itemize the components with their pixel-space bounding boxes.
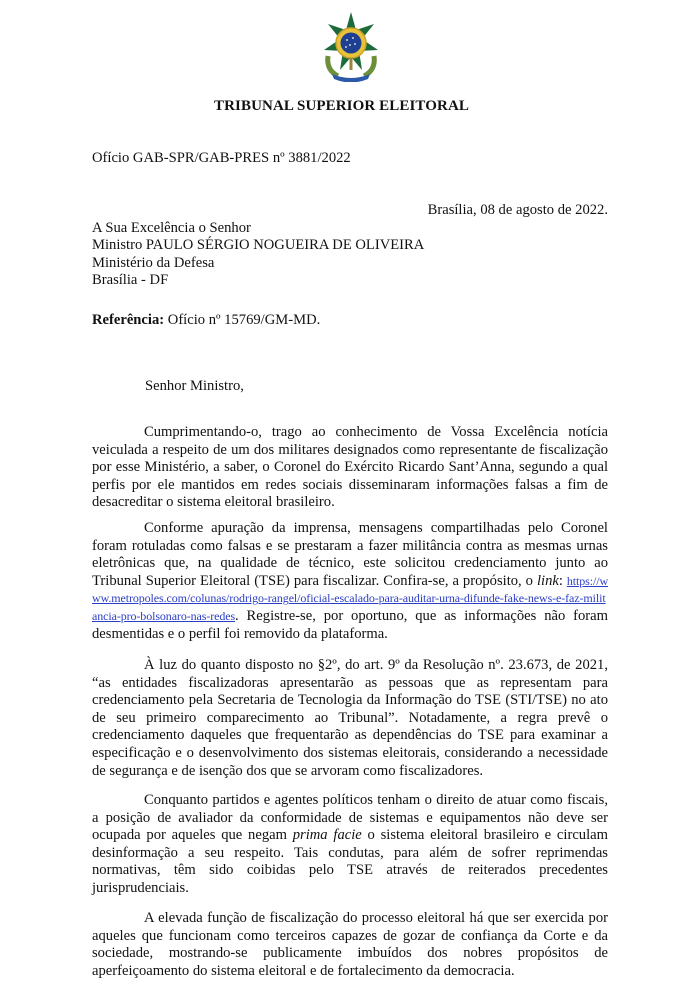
paragraph-4-text-end: o sistema eleitoral brasileiro e circulam desinformação a seu respeito. Tais condutas, para além de sofrer reprimendas normativas, têm sido coibidas pelo TSE através de reiterados precedentes jurisprudenciais. bbox=[92, 827, 608, 896]
news-article-link[interactable]: https://www.metropoles.com/colunas/rodrigo-rangel/oficial-escalado-para-auditar-urna-difunde-fake-news-e-faz-militancia-pro-bolsonaro-nas-redes bbox=[92, 573, 609, 623]
paragraph-4 bbox=[92, 792, 608, 898]
link-word: link bbox=[536, 572, 559, 589]
paragraph-3 bbox=[92, 657, 608, 780]
paragraph-2 bbox=[92, 520, 608, 643]
reference-line bbox=[92, 312, 608, 330]
latin-phrase: prima facie bbox=[292, 827, 362, 844]
paragraph-2-text: Conforme apuração da imprensa, mensagens compartilhadas pelo Coronel foram rotuladas como falsas e se prestaram a fazer militância contra as mesmas urnas eletrônicas que, na qualidade de técnico, este solicitou credenciamento junto ao Tribunal Superior Eleitoral (TSE) para fiscalizar. Confira-se, a propósito, o bbox=[92, 520, 608, 589]
addressee-line: Ministro PAULO SÉRGIO NOGUEIRA DE OLIVEIRA bbox=[92, 237, 425, 254]
addressee-line: Brasília - DF bbox=[92, 272, 169, 289]
addressee-line: A Sua Excelência o Senhor bbox=[92, 220, 251, 236]
court-title: TRIBUNAL SUPERIOR ELEITORAL bbox=[214, 98, 469, 114]
reference-label: Referência: bbox=[92, 312, 165, 328]
addressee-block bbox=[92, 220, 608, 290]
reference-value: Ofício nº 15769/GM-MD. bbox=[164, 312, 321, 328]
paragraph-3-text: À luz do quanto disposto no §2º, do art. 9º da Resolução nº. 23.673, de 2021, “as entidades fiscalizadoras apresentarão as pessoas que as representam para credenciamento pela Secretaria de Tecnologia da Informação do TSE (STI/TSE) no ato de seu primeiro comparecimento ao Tribunal”. Notadamente, a regra prevê o credenciamento daqueles que frequentarão as dependências do TSE para examinar a especificação e o desenvolvimento dos sistemas eleitorais, considerando a necessidade de segurança e de isenção dos que se arvoram como fiscalizadores. bbox=[92, 657, 608, 779]
paragraph-5 bbox=[92, 910, 608, 980]
paragraph-4-text: Conquanto partidos e agentes políticos tenham o direito de atuar como fiscais, a posição de avaliador da conformidade de sistemas e equipamentos não deve ser ocupada por aqueles que negam bbox=[92, 792, 608, 844]
letter-date: Brasília, 08 de agosto de 2022. bbox=[427, 202, 608, 218]
addressee-line: Ministério da Defesa bbox=[92, 254, 215, 271]
oficio-number: Ofício GAB-SPR/GAB-PRES nº 3881/2022 bbox=[92, 150, 351, 166]
greeting: Senhor Ministro, bbox=[145, 378, 244, 394]
paragraph-1-text: Cumprimentando-o, trago ao conhecimento de Vossa Excelência notícia veiculada a respeito de um dos militares designados como representante de fiscalização por esse Ministério, a saber, o Coronel do Exército Ricardo Sant’Anna, segundo a qual perfis por ele mantidos em redes sociais disseminaram informações falsas a fim de desacreditar o sistema eleitoral brasileiro. bbox=[92, 424, 608, 511]
paragraph-5-text: A elevada função de fiscalização do processo eleitoral há que ser exercida por aqueles que funcionam como terceiros capazes de gozar de confiança da Corte e da sociedade, mostrando-se publicamente imbuídos dos nobres propósitos de aperfeiçoamento do sistema eleitoral e de fortalecimento da democracia. bbox=[92, 910, 608, 979]
colon: : bbox=[558, 572, 567, 589]
brazil-coat-of-arms-icon bbox=[316, 10, 386, 82]
paragraph-2-text-end: . Registre-se, por oportuno, que as informações não foram desmentidas e o perfil foi removido da plataforma. bbox=[92, 607, 608, 642]
paragraph-1 bbox=[92, 424, 608, 512]
